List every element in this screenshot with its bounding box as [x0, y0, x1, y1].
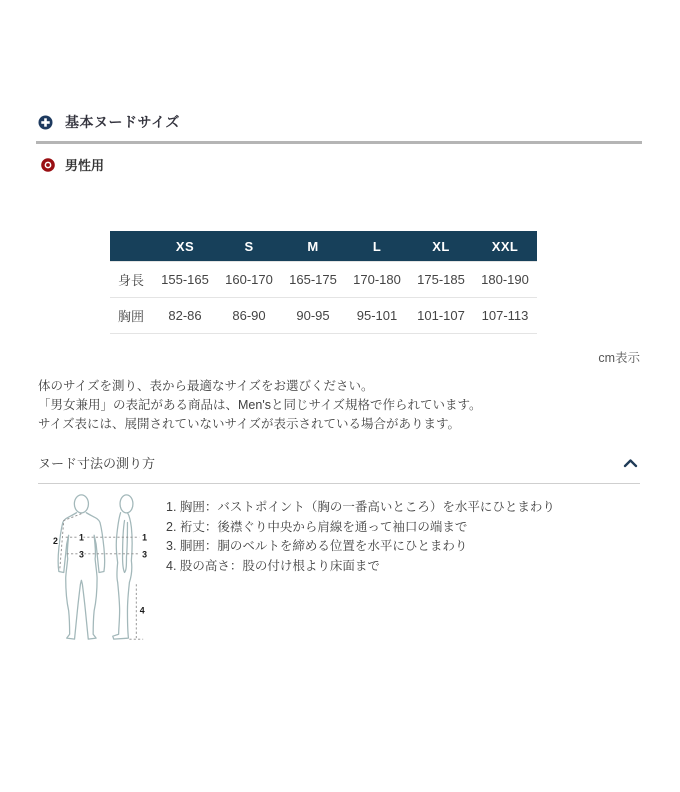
- size-col-xxl: XXL: [473, 231, 537, 262]
- height-xs: 155-165: [153, 262, 217, 298]
- section-divider: [36, 141, 642, 144]
- size-guide-page: [0, 112, 680, 657]
- chest-s: 86-90: [217, 298, 281, 334]
- measure-step: 4. 股の高さ：股の付け根より床面まで: [166, 558, 380, 573]
- size-table: [110, 231, 537, 334]
- chest-m: 90-95: [281, 298, 345, 334]
- figure-label-2: 2: [52, 536, 58, 547]
- height-m: 165-175: [281, 262, 345, 298]
- chest-xs: 82-86: [153, 298, 217, 334]
- figure-label-1-side: 1: [142, 532, 148, 543]
- table-row-height: [110, 262, 537, 298]
- figure-label-1-front: 1: [78, 532, 84, 543]
- measure-step: 2. 裄丈：後襟ぐり中央から肩線を通って袖口の端まで: [166, 519, 468, 534]
- figure-label-3-side: 3: [142, 549, 148, 560]
- chest-xxl: 107-113: [473, 298, 537, 334]
- gender-title: 男性用: [65, 158, 105, 173]
- height-xl: 175-185: [409, 262, 473, 298]
- notes-block: [38, 377, 640, 434]
- unit-note: cm表示: [598, 351, 640, 365]
- measure-step: 1. 胸囲：バストポイント（胸の一番高いところ）を水平にひとまわり: [166, 500, 555, 514]
- size-col-xl: XL: [409, 231, 473, 262]
- page-title: 基本ヌードサイズ: [65, 114, 180, 130]
- table-row-chest: [110, 298, 537, 334]
- note-line: サイズ表には、展開されていないサイズが表示されている場合があります。: [38, 417, 461, 431]
- chest-l: 95-101: [345, 298, 409, 334]
- measure-divider: [38, 483, 640, 484]
- measure-section-title: ヌード寸法の測り方: [38, 456, 156, 471]
- measure-step: 3. 胴囲：胴のベルトを締める位置を水平にひとまわり: [166, 539, 468, 553]
- height-l: 170-180: [345, 262, 409, 298]
- note-line: 体のサイズを測り、表から最適なサイズをお選びください。: [38, 379, 374, 393]
- size-col-m: M: [281, 231, 345, 262]
- plus-circle-icon: [38, 115, 53, 130]
- size-col-l: L: [345, 231, 409, 262]
- measure-section-header[interactable]: [38, 453, 640, 472]
- collapse-toggle-button[interactable]: [621, 456, 640, 470]
- height-s: 160-170: [217, 262, 281, 298]
- figure-illustration-svg: [52, 492, 150, 652]
- size-col-blank: [110, 231, 153, 262]
- figure-label-4: 4: [139, 605, 145, 616]
- size-col-s: S: [217, 231, 281, 262]
- bullet-record-icon: [41, 158, 55, 172]
- body-measurement-figure: [52, 492, 150, 657]
- note-line: 「男女兼用」の表記がある商品は、Men'sと同じサイズ規格で作られています。: [38, 398, 482, 412]
- gender-heading-row: [38, 155, 640, 174]
- chevron-up-icon: [623, 456, 638, 471]
- row-label-chest: 胸囲: [110, 298, 153, 334]
- height-xxl: 180-190: [473, 262, 537, 298]
- measure-body: [38, 492, 640, 657]
- measure-steps-list: [166, 498, 555, 576]
- size-table-header-row: [110, 231, 537, 262]
- size-col-xs: XS: [153, 231, 217, 262]
- row-label-height: 身長: [110, 262, 153, 298]
- main-heading-row: [38, 112, 640, 132]
- chest-xl: 101-107: [409, 298, 473, 334]
- figure-label-3-front: 3: [78, 549, 84, 560]
